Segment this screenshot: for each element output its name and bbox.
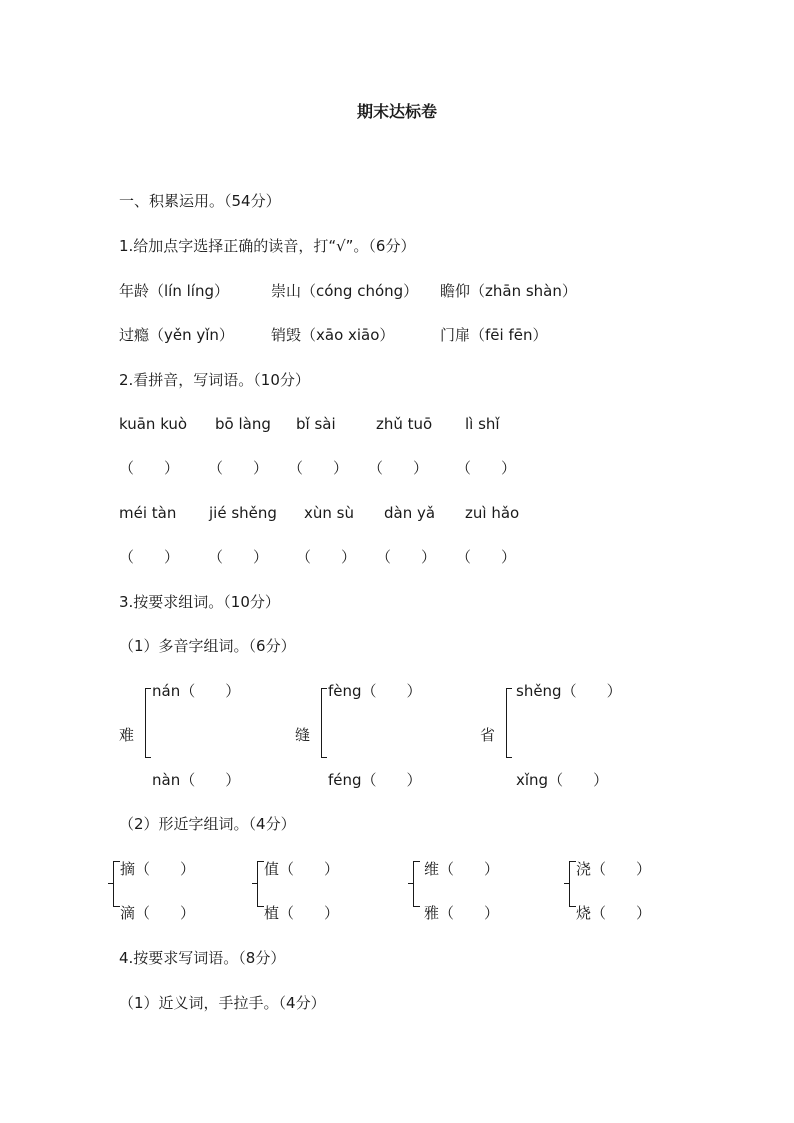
pinyin-word: lì shǐ <box>465 415 500 433</box>
q4-subheading: （1）近义词，手拉手。（4分） <box>119 994 326 1012</box>
pinyin-word: dàn yǎ <box>384 504 436 522</box>
question-4-heading: 4.按要求写词语。（8分） <box>119 949 286 967</box>
bracket <box>257 861 264 907</box>
polyphonic-char: 缝 <box>295 726 311 744</box>
polyphonic-char: 难 <box>119 726 135 744</box>
bracket <box>569 861 576 907</box>
bracket <box>321 688 327 758</box>
q1-item: 瞻仰（zhān shàn） <box>440 282 577 300</box>
polyphonic-reading: nán（ ） <box>152 682 241 700</box>
bracket <box>413 861 420 907</box>
answer-blank[interactable]: （ ） <box>208 459 269 477</box>
polyphonic-reading: xǐng（ ） <box>516 771 609 789</box>
polyphonic-char: 省 <box>480 726 496 744</box>
polyphonic-reading: shěng（ ） <box>516 682 622 700</box>
polyphonic-reading: fèng（ ） <box>328 682 422 700</box>
similar-char-item: 植（ ） <box>264 904 340 922</box>
pinyin-word: bǐ sài <box>296 415 336 433</box>
bracket <box>113 861 120 907</box>
pinyin-word: zuì hǎo <box>465 504 520 522</box>
pinyin-word: bō làng <box>215 415 271 433</box>
q1-item: 门扉（fēi fēn） <box>440 326 548 344</box>
answer-blank[interactable]: （ ） <box>208 548 269 566</box>
page-title: 期末达标卷 <box>356 102 437 121</box>
q1-item: 过瘾（yěn yǐn） <box>119 326 234 344</box>
q1-item: 销毁（xāo xiāo） <box>271 326 395 344</box>
polyphonic-reading: nàn（ ） <box>152 771 241 789</box>
pinyin-word: xùn sù <box>304 504 354 522</box>
question-1-heading: 1.给加点字选择正确的读音，打“√”。（6分） <box>119 237 416 255</box>
question-2-heading: 2.看拼音，写词语。（10分） <box>119 371 310 389</box>
q1-item: 崇山（cóng chóng） <box>271 282 419 300</box>
similar-char-item: 值（ ） <box>264 860 340 878</box>
pinyin-word: zhǔ tuō <box>376 415 433 433</box>
similar-char-item: 维（ ） <box>424 860 500 878</box>
bracket <box>506 688 512 758</box>
polyphonic-reading: féng（ ） <box>328 771 422 789</box>
similar-char-item: 浇（ ） <box>576 860 652 878</box>
q3-subheading: （2）形近字组词。（4分） <box>119 815 296 833</box>
answer-blank[interactable]: （ ） <box>456 459 517 477</box>
pinyin-word: kuān kuò <box>119 415 188 433</box>
answer-blank[interactable]: （ ） <box>296 548 357 566</box>
q3-subheading: （1）多音字组词。（6分） <box>119 637 296 655</box>
similar-char-item: 摘（ ） <box>120 860 196 878</box>
question-3-heading: 3.按要求组词。（10分） <box>119 593 280 611</box>
answer-blank[interactable]: （ ） <box>368 459 429 477</box>
pinyin-word: méi tàn <box>119 504 177 522</box>
answer-blank[interactable]: （ ） <box>456 548 517 566</box>
answer-blank[interactable]: （ ） <box>119 548 180 566</box>
similar-char-item: 滴（ ） <box>120 904 196 922</box>
answer-blank[interactable]: （ ） <box>376 548 437 566</box>
q1-item: 年龄（lín líng） <box>119 282 229 300</box>
answer-blank[interactable]: （ ） <box>119 459 180 477</box>
bracket <box>145 688 151 758</box>
similar-char-item: 雅（ ） <box>424 904 500 922</box>
answer-blank[interactable]: （ ） <box>288 459 349 477</box>
similar-char-item: 烧（ ） <box>576 904 652 922</box>
pinyin-word: jié shěng <box>209 504 277 522</box>
section-heading: 一、积累运用。（54分） <box>119 192 281 210</box>
